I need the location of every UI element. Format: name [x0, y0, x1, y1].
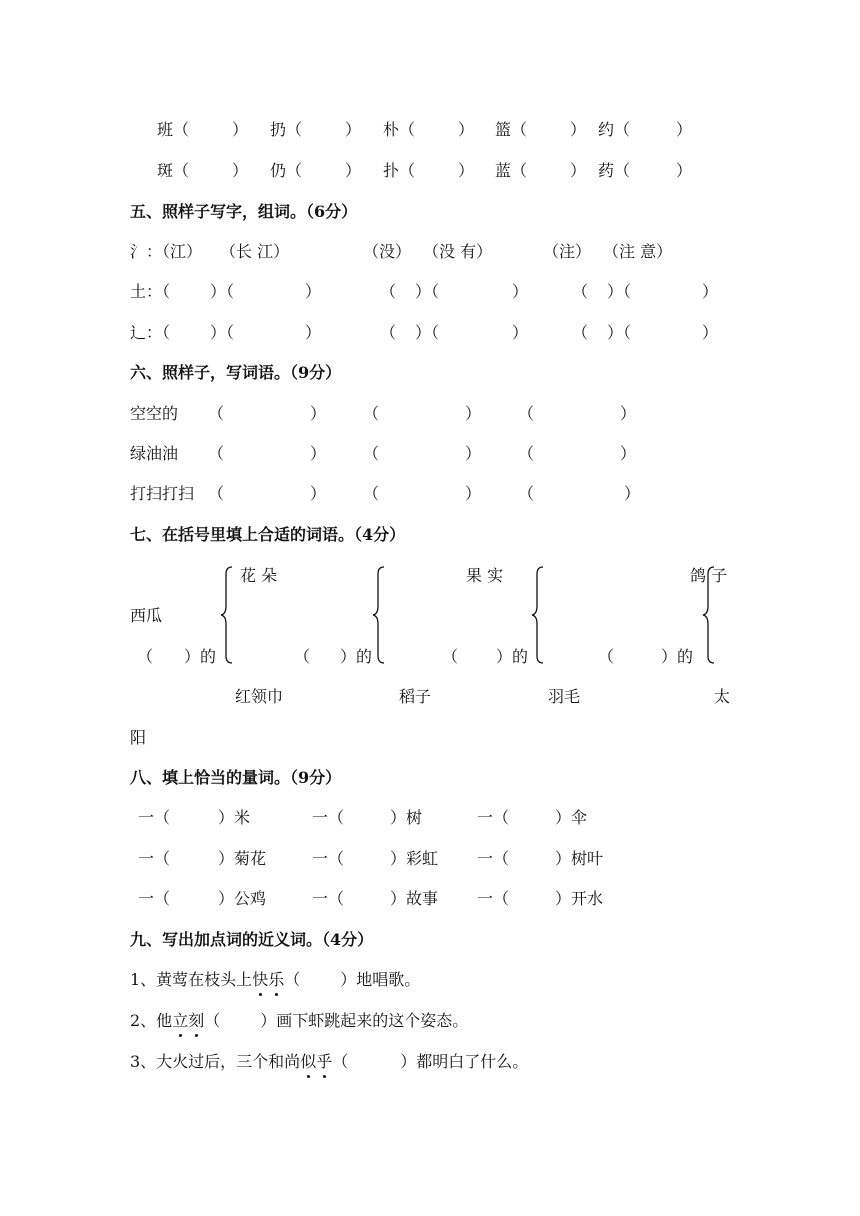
- measure-noun: ）公鸡: [218, 889, 267, 908]
- paren: （: [518, 404, 535, 423]
- paren-close: ）: [310, 404, 327, 423]
- example-word: 绿油油: [130, 444, 179, 463]
- paren-close: ）: [305, 282, 322, 301]
- paren-close: ）: [465, 444, 482, 463]
- paren: 一（: [312, 889, 345, 908]
- paren: ）（: [415, 282, 440, 301]
- word-watermelon: 西瓜: [130, 606, 163, 625]
- paren: （: [137, 647, 154, 666]
- paren: （: [518, 444, 535, 463]
- question-1: [130, 970, 420, 990]
- q3-suffix: 都明白了什么。: [416, 1052, 529, 1071]
- char-lan: 篮（: [495, 120, 528, 139]
- measure-noun: ）树叶: [555, 849, 604, 868]
- paren-close: ）: [570, 161, 587, 180]
- measure-noun: ）菊花: [218, 849, 267, 868]
- measure-noun: ）开水: [555, 889, 604, 908]
- brace-2: [372, 566, 386, 664]
- paren-close: ）: [676, 120, 693, 139]
- paren-close: ）: [310, 484, 327, 503]
- word-feather: 羽毛: [548, 687, 581, 706]
- char-reng2: 仍（: [270, 161, 303, 180]
- paren-close: ）: [570, 120, 587, 139]
- word-pigeon: 鸽 子: [690, 566, 728, 585]
- measure-noun: ）故事: [390, 889, 439, 908]
- q1-prefix: 1、黄莺在枝头上: [130, 970, 253, 989]
- q2-suffix: 画下虾跳起来的这个姿态。: [276, 1011, 469, 1030]
- paren-close: ）: [310, 444, 327, 463]
- paren-close: ）: [458, 120, 475, 139]
- char-ban: 班（: [157, 120, 190, 139]
- radical-walk: 辶：（: [130, 323, 171, 342]
- dotted-char: 乐: [268, 970, 285, 989]
- paren: ）（: [210, 323, 235, 342]
- char-reng: 扔（: [270, 120, 303, 139]
- measure-noun: ）彩虹: [390, 849, 439, 868]
- paren-de: ）的: [661, 647, 694, 666]
- paren: 一（: [312, 849, 345, 868]
- section-6-title: 六、照样子，写词语。（9分）: [130, 363, 342, 382]
- paren-close: ）: [512, 323, 529, 342]
- paren: （: [442, 647, 459, 666]
- paren: （: [598, 647, 615, 666]
- word-example: （注 意）: [603, 242, 673, 261]
- brace-3: [531, 566, 545, 664]
- paren: 一（: [138, 889, 171, 908]
- char-yao: 药（: [598, 161, 631, 180]
- paren: ）（: [607, 282, 632, 301]
- paren: （: [363, 444, 380, 463]
- paren: 一（: [138, 808, 171, 827]
- paren-close: ）: [702, 282, 719, 301]
- paren: （: [363, 484, 380, 503]
- paren: （: [204, 1011, 221, 1030]
- section-8-title: 八、填上恰当的量词。（9分）: [130, 768, 342, 787]
- paren: ）（: [607, 323, 632, 342]
- paren-close: ）: [620, 444, 637, 463]
- dotted-char: 快: [252, 970, 269, 989]
- paren-close: ）: [400, 1052, 417, 1071]
- paren: （: [572, 282, 589, 301]
- word-sun-part1: 太: [714, 687, 731, 706]
- dotted-char: 似: [300, 1052, 317, 1071]
- brace-4: [702, 566, 716, 664]
- char-example: （没）: [363, 242, 412, 261]
- paren: （: [380, 282, 397, 301]
- paren: （: [363, 404, 380, 423]
- paren-close: ）: [624, 484, 641, 503]
- example-word: 空空的: [130, 404, 179, 423]
- paren-close: ）: [305, 323, 322, 342]
- section-5-title: 五、照样子写字，组词。（6分）: [130, 202, 358, 221]
- word-example: （没 有）: [423, 242, 493, 261]
- char-pu2: 扑（: [383, 161, 416, 180]
- char-pu: 朴（: [383, 120, 416, 139]
- dotted-char: 刻: [188, 1011, 205, 1030]
- q2-prefix: 2、他: [130, 1011, 173, 1030]
- paren: （: [572, 323, 589, 342]
- word-red-scarf: 红领巾: [235, 687, 284, 706]
- paren-close: ）: [340, 970, 357, 989]
- paren: （: [332, 1052, 349, 1071]
- paren-close: ）: [465, 404, 482, 423]
- paren: （: [518, 484, 535, 503]
- paren-close: ）: [512, 282, 529, 301]
- paren: 一（: [138, 849, 171, 868]
- paren: ）（: [415, 323, 440, 342]
- radical-earth: 土：（: [130, 282, 171, 301]
- paren-close: ）: [458, 161, 475, 180]
- word-fruit: 果 实: [466, 566, 504, 585]
- word-sun-part2: 阳: [130, 728, 147, 747]
- paren-de: ）的: [496, 647, 529, 666]
- paren-de: ）的: [184, 647, 217, 666]
- paren: 一（: [477, 808, 510, 827]
- paren: （: [208, 444, 225, 463]
- question-3: [130, 1052, 528, 1072]
- paren: （: [208, 404, 225, 423]
- paren-close: ）: [620, 404, 637, 423]
- paren: 一（: [312, 808, 345, 827]
- word-flower: 花 朵: [240, 566, 278, 585]
- paren: （: [284, 970, 301, 989]
- word-rice: 稻子: [399, 687, 432, 706]
- question-2: [130, 1011, 468, 1031]
- paren-close: ）: [345, 120, 362, 139]
- paren-close: ）: [465, 484, 482, 503]
- paren-close: ）: [676, 161, 693, 180]
- char-example: （注）: [543, 242, 592, 261]
- char-ban2: 斑（: [157, 161, 190, 180]
- word-example: （长 江）: [220, 242, 290, 261]
- dotted-char: 立: [172, 1011, 189, 1030]
- measure-noun: ）伞: [555, 808, 588, 827]
- paren: 一（: [477, 889, 510, 908]
- paren: （: [380, 323, 397, 342]
- paren-close: ）: [260, 1011, 277, 1030]
- paren: （: [208, 484, 225, 503]
- brace-1: [220, 566, 234, 664]
- dotted-char: 乎: [316, 1052, 333, 1071]
- q3-prefix: 3、大火过后，三个和尚: [130, 1052, 301, 1071]
- measure-noun: ）米: [218, 808, 251, 827]
- section-7-title: 七、在括号里填上合适的词语。（4分）: [130, 525, 406, 544]
- paren-close: ）: [702, 323, 719, 342]
- paren-close: ）: [345, 161, 362, 180]
- section-9-title: 九、写出加点词的近义词。（4分）: [130, 930, 374, 949]
- paren-close: ）: [232, 120, 249, 139]
- example-word: 打扫打扫: [130, 484, 195, 503]
- paren-close: ）: [232, 161, 249, 180]
- measure-noun: ）树: [390, 808, 423, 827]
- q1-suffix: 地唱歌。: [356, 970, 421, 989]
- radical-water-example: 氵：（江）: [130, 242, 203, 261]
- paren: ）（: [210, 282, 235, 301]
- char-yue: 约（: [598, 120, 631, 139]
- paren-de: ）的: [340, 647, 373, 666]
- paren: （: [294, 647, 311, 666]
- paren: 一（: [477, 849, 510, 868]
- char-lan2: 蓝（: [495, 161, 528, 180]
